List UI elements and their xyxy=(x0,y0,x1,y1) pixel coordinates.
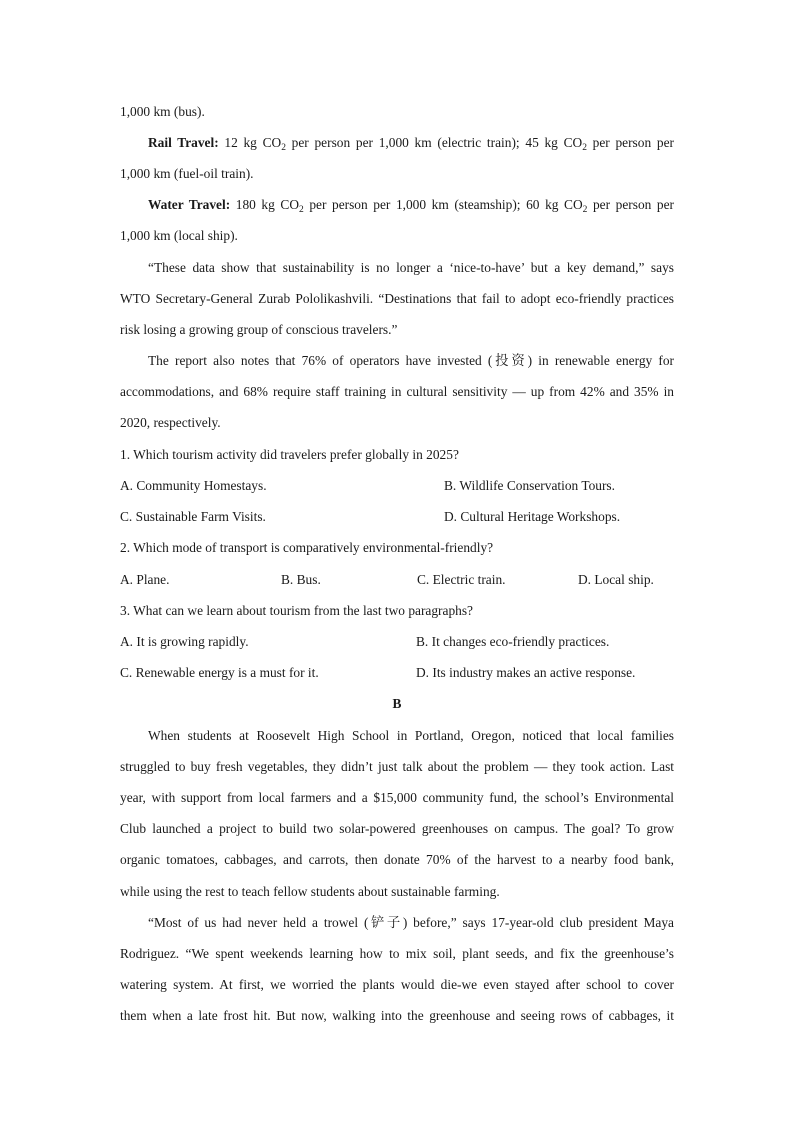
quote-line: risk losing a growing group of conscious travelers.” xyxy=(120,322,398,337)
section-b-line: struggled to buy fresh vegetables, they didn’t just talk about the problem — they took action. Last xyxy=(120,759,674,774)
passage-line: 1,000 km (fuel-oil train). xyxy=(120,166,254,181)
subscript: 2 xyxy=(299,205,304,215)
rail-text-3: per person per xyxy=(586,135,674,150)
section-b-line: “Most of us had never held a trowel (铲子) before,” says 17-year-old club president Maya xyxy=(148,915,674,930)
question-3-stem: 3. What can we learn about tourism from the last two paragraphs? xyxy=(120,603,474,618)
question-1-option-b[interactable]: B. Wildlife Conservation Tours. xyxy=(444,478,615,493)
question-1-stem: 1. Which tourism activity did travelers prefer globally in 2025? xyxy=(120,447,459,462)
passage-line: 1,000 km (local ship). xyxy=(120,228,238,243)
water-text-3: per person per xyxy=(587,197,675,212)
report-line: 2020, respectively. xyxy=(120,415,221,430)
subscript: 2 xyxy=(582,205,588,215)
report-line: accommodations, and 68% require staff training in cultural sensitivity — up from 42% and 35% in xyxy=(120,384,674,399)
section-b-line: When students at Roosevelt High School in Portland, Oregon, noticed that local families xyxy=(148,728,674,743)
section-b-heading: B xyxy=(392,696,402,711)
report-line: The report also notes that 76% of operators have invested (投资) in renewable energy for xyxy=(148,353,674,368)
section-b-line: Club launched a project to build two solar-powered greenhouses on campus. The goal? To grow xyxy=(120,821,674,836)
question-2-stem: 2. Which mode of transport is comparatively environmental-friendly? xyxy=(120,540,494,555)
rail-text-2: per person per 1,000 km (electric train); 45 kg CO xyxy=(285,135,583,150)
rail-travel-label: Rail Travel: xyxy=(148,135,219,150)
passage-line: 1,000 km (bus). xyxy=(120,104,205,119)
question-1-option-d[interactable]: D. Cultural Heritage Workshops. xyxy=(444,509,621,524)
question-3-option-c[interactable]: C. Renewable energy is a must for it. xyxy=(120,665,319,680)
water-text-1: 180 kg CO xyxy=(230,197,299,212)
question-3-option-d[interactable]: D. Its industry makes an active response. xyxy=(416,665,636,680)
question-2-option-a[interactable]: A. Plane. xyxy=(120,572,170,587)
question-2-option-b[interactable]: B. Bus. xyxy=(281,572,321,587)
question-1-option-c[interactable]: C. Sustainable Farm Visits. xyxy=(120,509,266,524)
question-2-option-c[interactable]: C. Electric train. xyxy=(417,572,506,587)
water-travel-label: Water Travel: xyxy=(148,197,231,212)
subscript: 2 xyxy=(582,143,587,153)
quote-line: “These data show that sustainability is no longer a ‘nice-to-have’ but a key demand,” says xyxy=(148,260,674,275)
question-1-option-a[interactable]: A. Community Homestays. xyxy=(120,478,267,493)
rail-text-1: 12 kg CO xyxy=(218,135,282,150)
subscript: 2 xyxy=(281,143,286,153)
section-b-line: watering system. At first, we worried the plants would die-we even stayed after school to cover xyxy=(120,977,674,992)
section-b-line: Rodriguez. “We spent weekends learning how to mix soil, plant seeds, and fix the greenhouse’s xyxy=(120,946,674,961)
quote-line: WTO Secretary-General Zurab Pololikashvili. “Destinations that fail to adopt eco-friendly practices xyxy=(120,291,674,306)
rail-travel-line xyxy=(148,133,674,153)
question-3-option-b[interactable]: B. It changes eco-friendly practices. xyxy=(416,634,610,649)
water-text-2: per person per 1,000 km (steamship); 60 kg CO xyxy=(303,197,583,212)
section-b-line: year, with support from local farmers and a $15,000 community fund, the school’s Environmental xyxy=(120,790,674,805)
section-b-line: them when a late frost hit. But now, walking into the greenhouse and seeing rows of cabbages, it xyxy=(120,1008,674,1023)
section-b-line: while using the rest to teach fellow students about sustainable farming. xyxy=(120,884,500,899)
question-3-option-a[interactable]: A. It is growing rapidly. xyxy=(120,634,249,649)
section-b-line: organic tomatoes, cabbages, and carrots, then donate 70% of the harvest to a nearby food bank, xyxy=(120,852,674,867)
water-travel-line xyxy=(148,195,674,215)
question-2-option-d[interactable]: D. Local ship. xyxy=(578,572,654,587)
